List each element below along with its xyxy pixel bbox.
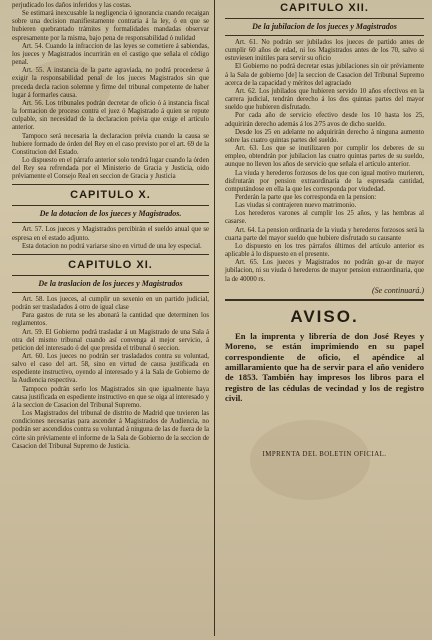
article-58: Art. 58. Los jueces, al cumplir un sexenio en un partido judicial, podrán ser trasladados á otro de igual clase — [12, 295, 209, 312]
paragraph: Se estimará inexcusable la negligencia ó ignorancia cuando recaigan sobre una decision manifiestamente contraria á la ley, ó en que se hubieren quebrantado trámites y formalidades mandadas observar espresamente por la misma, bajo pena de responsabilidad ó nulidad — [12, 10, 209, 42]
paragraph: Para gastos de ruta se les abonará la cantidad que determinen los reglamentos. — [12, 312, 209, 328]
chapter-x-heading: CAPITULO X. — [70, 189, 151, 202]
aviso-body: En la imprenta y librería de don José Reyes y Moreno, se están imprimiendo en su papel correspondiente de oficio, el apéndice al amillaramiento que ha de servir para el año venidero de 1853. También hay impresos los libros para el registro de las cédulas de vecindad y los de registro civil. — [225, 330, 424, 404]
paragraph: perjudicado los daños inferidos y las costas. — [12, 2, 132, 9]
section-rule — [12, 254, 209, 255]
continued-note: (Se continuará.) — [372, 285, 424, 295]
paragraph: El Gobierno no podrá decretar estas jubilaciones sin oir préviamente á la Sala de gobierno [de] la seccion de Casacion del Tribunal Supremo acerca de la capacidad y méritos del agraciado — [225, 63, 424, 87]
section-rule — [225, 299, 424, 301]
article-60: Art. 60. Los jueces no podrán ser trasladados contra su voluntad, salvo el caso del art. 58, sino en virtud de causa justificada en espediente instructivo, oyendo al interesado y á la Sala de Gobierno de la Audiencia respectiva. — [12, 353, 209, 385]
section-rule — [12, 275, 209, 276]
article-56: Art. 56. Los tribunales podrán decretar de oficio ó á instancia fiscal la formacion de proceso contra el juez ó Magistrado á quien se repute culpable, sin necesidad de la declaracion prévia que exige el artículo anterior. — [12, 99, 209, 132]
section-rule — [12, 292, 209, 293]
article-59: Art. 59. El Gobierno podrá trasladar á un Magistrado de una Sala á otra del mismo tribunal cuando así convenga al mejor servicio, á peticion del interesado ó del que presida el tribunal ó seccion. — [12, 328, 209, 352]
paragraph: Los Magistrados del tribunal de distrito de Madrid que tuvieren las condiciones necesarias para ascender á Magistrados de Audiencia, no podrán ser ascendidos contra su voluntad á ninguna de las de fuera de la córte sin préviamente el informe de la Sala de Gobierno de la seccion de Casacion del Tribunal Supremo de Justicia. — [12, 410, 209, 450]
paragraph: Tampoco podrán serlo los Magistrados sin que igualmente haya causa justificada en espediente instructivo en que se oiga al interesado y á la seccion de Casacion del Tribunal Supremo. — [12, 385, 209, 409]
article-65: Art. 65. Los jueces y Magistrados no podrán go-ar de mayor jubilacion, ni su viuda ó herederos de mayor pension extraordinaria, que la de 40000 rs. — [225, 259, 424, 283]
paragraph: Lo dispuesto en los tres párrafos últimos del artículo anterior es aplicable á lo dispuesto en el presente. — [225, 242, 424, 259]
paragraph: Desde los 25 en adelante no adquirirán derecho á ninguna aumento sobre las cuatro quintas partes del sueldo. — [225, 128, 424, 144]
paragraph: Lo dispuesto en el párrafo anterior solo tendrá lugar cuando la órden del Rey sea refrendada por el Ministerio de Gracia y Justicia, oido préviamente el Consejo Real en seccion de Gracia y Justicia — [12, 156, 209, 181]
article-61: Art. 61. No podrán ser jubilados los jueces de partido antes de cumplir 60 años de edad, ni los Magistrados antes de los 70, salvo si estuviesen inútiles para servir su oficio — [225, 39, 424, 63]
article-64: Art. 64. La pension ordinaria de la viuda y herederos forzosos será la cuarta parte del mayor sueldo que hubiere disfrutado su causante — [225, 226, 424, 242]
chapter-xii-heading: CAPITULO XII. — [280, 2, 369, 14]
article-63: Art. 63. Los que se inutilizaren por cumplir los deberes de su empleo, obtendrán por jubilacion las cuatro quintas partes de su sueldo, aunque no lleven los años de servicio que señala el artículo anterior. — [225, 145, 424, 169]
chapter-x-subtitle: De la dotacion de los jueces y Magistrados. — [39, 209, 182, 219]
paragraph: Los herederos varones al cumplir los 25 años, y las hembras al casarse. — [225, 210, 424, 226]
article-54: Art. 54. Cuando la infraccion de las leyes se cometiere á sabiendas, los jueces y Magistrados incurrirán en el castigo que señala el código penal. — [12, 42, 209, 67]
chapter-xi-heading: CAPITULO XI. — [68, 258, 153, 271]
printer-line: IMPRENTA DEL BOLETIN OFICIAL. — [262, 450, 387, 458]
section-rule — [12, 222, 209, 223]
paragraph: Perderán la parte que les corresponda en la pension: — [235, 193, 377, 201]
right-column — [219, 0, 426, 640]
article-62: Art. 62. Los jubilados que hubieren servido 10 años efectivos en la carrera judicial, tendrán derecho á los dos quintas partes del mayor sueldo que hubieren disfrutado. — [225, 87, 424, 112]
paragraph: Tampoco será necesaria la declaracion prévia cuando la causa se hubiere formado de órden del Rey en el caso previsto por el art. 69 de la Constitucion del Estado. — [12, 132, 209, 156]
section-rule — [12, 205, 209, 206]
aviso-heading: AVISO. — [290, 306, 359, 326]
section-rule — [12, 184, 209, 185]
section-rule — [225, 35, 424, 36]
article-57: Art. 57. Los jueces y Magistrados percibirán el sueldo anual que se espresa en el estado adjunto. — [12, 226, 209, 242]
paragraph: Las viudas si contrajeren nuevo matrimonio. — [235, 202, 357, 210]
column-divider — [214, 0, 215, 636]
paragraph: Esta dotacion no podrá variarse sino en virtud de una ley especial. — [22, 242, 202, 250]
paragraph: La viuda y herederos forzosos de los que con igual motivo murieren, disfrutarán por pension extraordinaria de la espresada cantidad, computándose en ella la que les corresponda por viudedad. — [225, 169, 424, 193]
chapter-xii-subtitle: De la jubilacion de los jueces y Magistrados — [252, 22, 397, 31]
paragraph: Por cada año de servicio efectivo desde los 10 hasta los 25, adquirirán derecho además á los 2⁄75 avos de dicho sueldo. — [225, 112, 424, 128]
chapter-xi-subtitle: De la traslacion de los jueces y Magistrados — [38, 278, 183, 288]
left-column — [6, 0, 211, 640]
article-55: Art. 55. A instancia de la parte agraviada, no podrá procederse á exigir la responsabilidad penal de los jueces Magistrados sin que preceda decla racion solemne y firme del tribunal competente de haber lugar á formarles causa. — [12, 67, 209, 99]
section-rule — [225, 18, 424, 19]
